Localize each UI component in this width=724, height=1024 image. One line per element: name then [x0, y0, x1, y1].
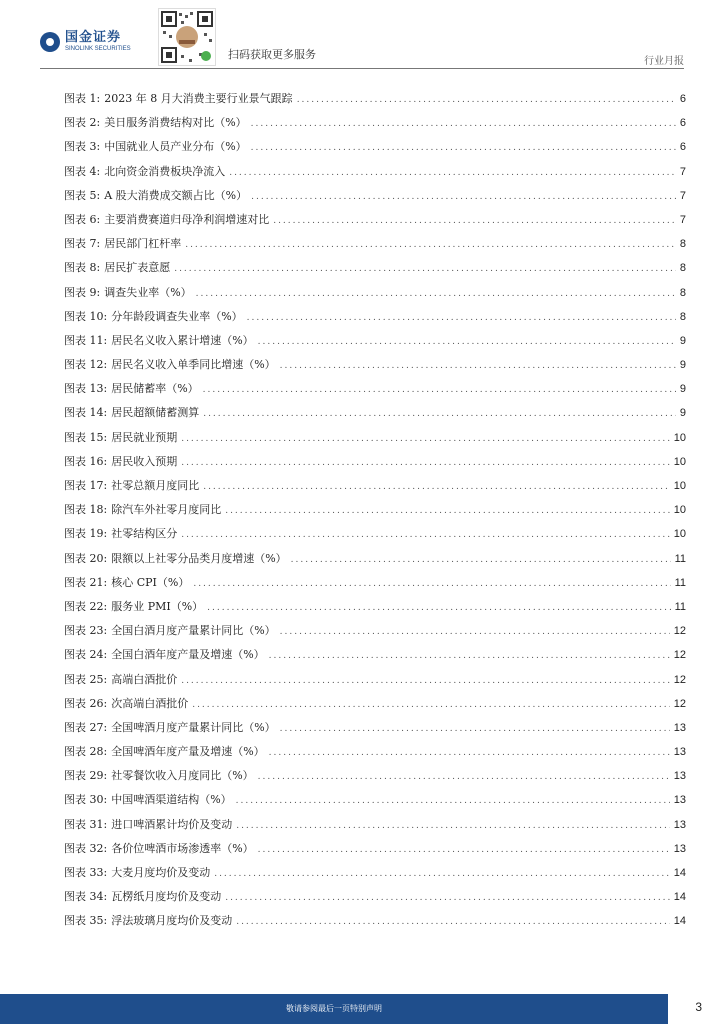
- figure-label: 图表 27:: [64, 720, 108, 734]
- figure-page-number: 10: [673, 455, 686, 468]
- figure-page-number: 14: [673, 867, 686, 879]
- figure-label: 图表 26:: [64, 696, 108, 710]
- toc-entry[interactable]: [64, 187, 686, 211]
- dot-leader: [185, 240, 676, 250]
- toc-entry[interactable]: [64, 138, 686, 162]
- figure-label: 图表 33:: [64, 866, 108, 879]
- figure-title: 各价位啤酒市场渗透率（%）: [111, 841, 254, 855]
- toc-entry[interactable]: [64, 380, 686, 404]
- dot-leader: [297, 95, 676, 105]
- dot-leader: [192, 700, 670, 710]
- toc-entry[interactable]: [64, 90, 686, 114]
- toc-entry[interactable]: [64, 525, 686, 549]
- figure-title: 社零结构区分: [111, 527, 178, 541]
- figure-title: 全国白酒月度产量累计同比（%）: [111, 624, 276, 638]
- dot-leader: [229, 168, 676, 178]
- dot-leader: [181, 458, 670, 468]
- dot-leader: [280, 361, 676, 371]
- figure-page-number: 9: [679, 359, 686, 372]
- toc-entry[interactable]: [64, 791, 686, 815]
- figure-label: 图表 30:: [64, 793, 108, 807]
- figure-page-number: 8: [679, 238, 686, 251]
- figure-title: 居民扩表意愿: [104, 261, 171, 275]
- figure-page-number: 7: [679, 189, 686, 202]
- toc-entry[interactable]: [64, 574, 686, 598]
- figure-page-number: 8: [679, 310, 686, 323]
- figure-label: 图表 1:: [64, 92, 101, 105]
- toc-entry[interactable]: [64, 308, 686, 332]
- figure-page-number: 13: [673, 770, 686, 783]
- toc-entry[interactable]: [64, 598, 686, 622]
- figure-page-number: 13: [673, 794, 686, 807]
- footer-disclaimer: 敬请参阅最后一页特别声明: [286, 1004, 382, 1013]
- figure-label: 图表 6:: [64, 212, 101, 226]
- figure-title: 2023 年 8 月大消费主要行业景气跟踪: [104, 92, 293, 105]
- figure-label: 图表 22:: [64, 599, 108, 613]
- toc-entry[interactable]: [64, 622, 686, 646]
- figure-title: 瓦楞纸月度均价及变动: [111, 890, 222, 904]
- toc-entry[interactable]: [64, 501, 686, 525]
- toc-entry[interactable]: [64, 453, 686, 477]
- figure-title: 主要消费赛道归母净利润增速对比: [104, 212, 270, 226]
- toc-entry[interactable]: [64, 719, 686, 743]
- toc-entry[interactable]: [64, 404, 686, 428]
- logo-name-en: SINOLINK SECURITIES: [65, 46, 131, 52]
- figure-page-number: 13: [673, 721, 686, 734]
- figure-title: 大麦月度均价及变动: [111, 866, 211, 879]
- figure-page-number: 10: [673, 528, 686, 541]
- figure-label: 图表 9:: [64, 285, 101, 299]
- page-number: 3: [695, 1000, 702, 1014]
- dot-leader: [258, 845, 670, 855]
- figure-title: 居民储蓄率（%）: [111, 382, 199, 396]
- figure-title: 次高端白酒批价: [111, 696, 189, 710]
- figure-title: 进口啤酒累计均价及变动: [111, 817, 233, 831]
- dot-leader: [258, 337, 676, 347]
- figure-page-number: 14: [673, 915, 686, 928]
- logo-name-cn: 国金证券: [65, 30, 122, 45]
- dot-leader: [236, 917, 670, 927]
- figure-title: A 股大消费成交额占比（%）: [104, 188, 248, 202]
- dot-leader: [214, 869, 670, 879]
- figure-title: 核心 CPI（%）: [111, 575, 190, 589]
- toc-entry[interactable]: [64, 816, 686, 840]
- dot-leader: [174, 264, 676, 274]
- figure-page-number: 6: [679, 117, 686, 130]
- toc-entry[interactable]: [64, 163, 686, 187]
- figure-title: 分年龄段调查失业率（%）: [111, 309, 243, 323]
- figure-label: 图表 24:: [64, 648, 108, 662]
- dot-leader: [181, 530, 670, 540]
- toc-entry[interactable]: [64, 356, 686, 380]
- toc-entry[interactable]: [64, 235, 686, 259]
- figure-title: 社零餐饮收入月度同比（%）: [111, 769, 254, 783]
- figure-title: 北向资金消费板块净流入: [104, 164, 226, 178]
- toc-entry[interactable]: [64, 429, 686, 453]
- figure-label: 图表 2:: [64, 116, 101, 130]
- figure-label: 图表 28:: [64, 745, 108, 759]
- figure-label: 图表 13:: [64, 382, 108, 396]
- figure-page-number: 12: [673, 673, 686, 686]
- figure-title: 浮法玻璃月度均价及变动: [111, 914, 233, 928]
- figure-label: 图表 18:: [64, 503, 108, 517]
- figure-label: 图表 12:: [64, 358, 108, 372]
- figure-label: 图表 14:: [64, 406, 108, 420]
- figure-title: 全国啤酒月度产量累计同比（%）: [111, 720, 276, 734]
- figure-label: 图表 31:: [64, 817, 108, 831]
- figure-page-number: 9: [679, 334, 686, 347]
- toc-entry[interactable]: [64, 743, 686, 767]
- figure-label: 图表 17:: [64, 479, 108, 492]
- figure-page-number: 9: [679, 383, 686, 396]
- figure-label: 图表 20:: [64, 551, 108, 565]
- dot-leader: [236, 821, 670, 831]
- dot-leader: [196, 289, 676, 299]
- toc-entry[interactable]: [64, 114, 686, 138]
- figure-title: 服务业 PMI（%）: [111, 599, 204, 613]
- figure-title: 居民名义收入单季同比增速（%）: [111, 358, 276, 372]
- toc-entry[interactable]: [64, 912, 686, 936]
- figure-title: 居民超额储蓄测算: [111, 406, 200, 420]
- dot-leader: [251, 143, 676, 153]
- dot-leader: [181, 676, 670, 686]
- figure-label: 图表 29:: [64, 769, 108, 783]
- figure-title: 中国就业人员产业分布（%）: [104, 140, 247, 154]
- dot-leader: [207, 603, 670, 613]
- figure-label: 图表 21:: [64, 575, 108, 589]
- figure-label: 图表 25:: [64, 672, 108, 686]
- figure-title: 居民名义收入累计增速（%）: [111, 333, 254, 347]
- logo-text: [65, 30, 131, 53]
- figure-page-number: 11: [674, 600, 686, 613]
- dot-leader: [269, 651, 670, 661]
- toc-entry[interactable]: [64, 864, 686, 888]
- dot-leader: [251, 119, 676, 129]
- figure-label: 图表 10:: [64, 309, 108, 323]
- toc-entry[interactable]: [64, 284, 686, 308]
- figure-page-number: 13: [673, 818, 686, 831]
- company-logo: [40, 30, 131, 53]
- report-type: 行业月报: [644, 56, 684, 67]
- figure-title: 限额以上社零分品类月度增速（%）: [111, 551, 287, 565]
- dot-leader: [225, 893, 670, 903]
- page-header: [0, 0, 724, 70]
- figure-page-number: 7: [679, 213, 686, 226]
- figure-page-number: 12: [673, 697, 686, 710]
- figure-title: 社零总额月度同比: [111, 479, 200, 492]
- toc-entry[interactable]: [64, 695, 686, 719]
- dot-leader: [280, 627, 670, 637]
- figure-page-number: 11: [674, 576, 686, 589]
- header-divider: [40, 68, 684, 69]
- figure-list: [64, 90, 686, 937]
- figure-page-number: 13: [673, 842, 686, 855]
- logo-mark-icon: [40, 32, 60, 52]
- figure-page-number: 6: [679, 93, 686, 105]
- figure-page-number: 7: [679, 165, 686, 178]
- figure-label: 图表 16:: [64, 454, 108, 468]
- figure-label: 图表 15:: [64, 430, 108, 444]
- figure-label: 图表 5:: [64, 188, 101, 202]
- figure-page-number: 11: [674, 552, 686, 565]
- figure-page-number: 12: [673, 625, 686, 638]
- figure-title: 居民就业预期: [111, 430, 178, 444]
- dot-leader: [225, 506, 670, 516]
- figure-title: 美日服务消费结构对比（%）: [104, 116, 247, 130]
- toc-entry[interactable]: [64, 550, 686, 574]
- figure-page-number: 10: [673, 431, 686, 444]
- scan-prompt: 扫码获取更多服务: [228, 48, 316, 61]
- figure-title: 居民部门杠杆率: [104, 237, 182, 251]
- dot-leader: [251, 192, 676, 202]
- dot-leader: [203, 385, 676, 395]
- dot-leader: [258, 772, 670, 782]
- figure-title: 居民收入预期: [111, 454, 178, 468]
- figure-label: 图表 4:: [64, 164, 101, 178]
- figure-label: 图表 34:: [64, 890, 108, 904]
- dot-leader: [236, 796, 670, 806]
- figure-page-number: 12: [673, 649, 686, 662]
- toc-entry[interactable]: [64, 477, 686, 501]
- figure-page-number: 10: [673, 504, 686, 517]
- toc-entry[interactable]: [64, 888, 686, 912]
- toc-entry[interactable]: [64, 840, 686, 864]
- figure-page-number: 8: [679, 286, 686, 299]
- figure-title: 高端白酒批价: [111, 672, 178, 686]
- figure-page-number: 13: [673, 746, 686, 759]
- dot-leader: [280, 724, 670, 734]
- dot-leader: [273, 216, 676, 226]
- dot-leader: [203, 409, 676, 419]
- figure-label: 图表 7:: [64, 237, 101, 251]
- figure-label: 图表 3:: [64, 140, 101, 154]
- toc-entry[interactable]: [64, 646, 686, 670]
- figure-label: 图表 8:: [64, 261, 101, 275]
- toc-entry[interactable]: [64, 767, 686, 791]
- figure-page-number: 9: [679, 407, 686, 420]
- figure-title: 中国啤酒渠道结构（%）: [111, 793, 232, 807]
- dot-leader: [193, 579, 670, 589]
- figure-label: 图表 23:: [64, 624, 108, 638]
- toc-entry[interactable]: [64, 259, 686, 283]
- qr-code-icon: [158, 8, 216, 66]
- figure-title: 全国啤酒年度产量及增速（%）: [111, 745, 265, 759]
- dot-leader: [247, 313, 676, 323]
- figure-page-number: 8: [679, 262, 686, 275]
- dot-leader: [203, 482, 670, 492]
- dot-leader: [181, 434, 670, 444]
- figure-label: 图表 11:: [64, 333, 108, 347]
- toc-entry[interactable]: [64, 671, 686, 695]
- figure-page-number: 6: [679, 141, 686, 154]
- dot-leader: [291, 555, 671, 565]
- toc-entry[interactable]: [64, 211, 686, 235]
- figure-title: 调查失业率（%）: [104, 285, 192, 299]
- figure-page-number: 10: [673, 480, 686, 492]
- figure-title: 除汽车外社零月度同比: [111, 503, 222, 517]
- figure-label: 图表 35:: [64, 914, 108, 928]
- toc-entry[interactable]: [64, 332, 686, 356]
- figure-label: 图表 32:: [64, 841, 108, 855]
- figure-page-number: 14: [673, 891, 686, 904]
- dot-leader: [269, 748, 670, 758]
- figure-label: 图表 19:: [64, 527, 108, 541]
- figure-title: 全国白酒年度产量及增速（%）: [111, 648, 265, 662]
